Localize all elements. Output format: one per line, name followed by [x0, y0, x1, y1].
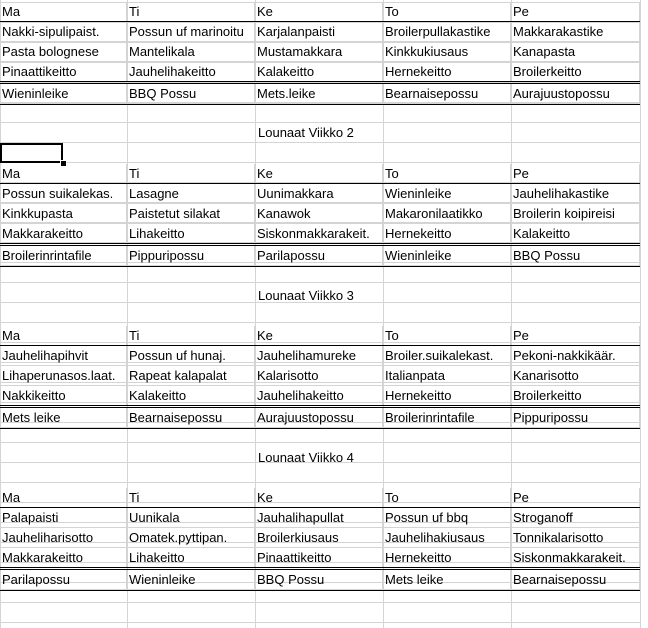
menu-cell[interactable]: Kinkkukiusaus [383, 42, 511, 62]
menu-cell[interactable]: Possun uf marinoitu [127, 22, 255, 42]
day-header-cell[interactable]: Ma [0, 164, 127, 184]
menu-cell[interactable]: Kalarisotto [255, 366, 383, 386]
menu-cell[interactable]: Jauhelihakeitto [127, 62, 255, 82]
menu-cell[interactable]: Jauhelihakeitto [255, 386, 383, 406]
menu-cell[interactable]: Hernekeitto [383, 386, 511, 406]
menu-cell[interactable]: Kanarisotto [511, 366, 640, 386]
menu-cell[interactable]: Jauhelihamureke [255, 346, 383, 366]
bottom-border [0, 428, 640, 429]
special-menu-cell[interactable]: Wieninleike [383, 246, 511, 266]
day-header-cell[interactable]: Ma [0, 2, 127, 22]
menu-cell[interactable]: Possun suikalekas. [0, 184, 127, 204]
special-menu-cell[interactable]: Aurajuustopossu [255, 408, 383, 428]
menu-cell[interactable]: Wieninleike [383, 184, 511, 204]
bottom-border [0, 266, 640, 267]
special-menu-cell[interactable]: Bearnaisepossu [127, 408, 255, 428]
menu-cell[interactable]: Stroganoff [511, 508, 640, 528]
day-header-cell[interactable]: Pe [511, 2, 640, 22]
special-menu-cell[interactable]: Bearnaisepossu [511, 570, 640, 590]
menu-cell[interactable]: Broilerpullakastike [383, 22, 511, 42]
special-menu-cell[interactable]: Mets leike [0, 408, 127, 428]
gridline [0, 482, 640, 483]
menu-cell[interactable]: Pekoni-nakkikäär. [511, 346, 640, 366]
menu-cell[interactable]: Lasagne [127, 184, 255, 204]
menu-cell[interactable]: Mantelikala [127, 42, 255, 62]
menu-cell[interactable]: Siskonmakkarakeit. [255, 224, 383, 244]
menu-cell[interactable]: Uunikala [127, 508, 255, 528]
gridline [640, 0, 641, 628]
day-header-cell[interactable]: Ti [127, 326, 255, 346]
day-header-cell[interactable]: Ke [255, 2, 383, 22]
day-header-cell[interactable]: To [383, 164, 511, 184]
special-menu-cell[interactable]: Wieninleike [0, 84, 127, 104]
gridline [0, 282, 640, 283]
day-header-cell[interactable]: Pe [511, 326, 640, 346]
menu-cell[interactable]: Broilerkeitto [511, 62, 640, 82]
menu-cell[interactable]: Makkarakeitto [0, 224, 127, 244]
menu-cell[interactable]: Italianpata [383, 366, 511, 386]
week-title[interactable]: Lounaat Viikko 4 [258, 450, 354, 465]
day-header-cell[interactable]: Ti [127, 2, 255, 22]
menu-cell[interactable]: Siskonmakkarakeit. [511, 548, 640, 568]
menu-cell[interactable]: Mustamakkara [255, 42, 383, 62]
special-menu-cell[interactable]: Parilapossu [255, 246, 383, 266]
special-menu-cell[interactable]: Wieninleike [127, 570, 255, 590]
fill-handle[interactable] [60, 160, 67, 167]
menu-cell[interactable]: Pinaattikeitto [255, 548, 383, 568]
menu-cell[interactable]: Broiler.suikalekast. [383, 346, 511, 366]
special-menu-cell[interactable]: Mets leike [383, 570, 511, 590]
special-menu-cell[interactable]: Bearnaisepossu [383, 84, 511, 104]
menu-cell[interactable]: Nakkikeitto [0, 386, 127, 406]
selected-cell[interactable] [0, 143, 63, 163]
menu-cell[interactable]: Kalakeitto [255, 62, 383, 82]
menu-cell[interactable]: Broilerin koipireisi [511, 204, 640, 224]
special-menu-cell[interactable]: Pippuripossu [511, 408, 640, 428]
special-menu-cell[interactable]: Aurajuustopossu [511, 84, 640, 104]
menu-cell[interactable]: Jauhelihakastike [511, 184, 640, 204]
week-title[interactable]: Lounaat Viikko 2 [258, 125, 354, 140]
menu-cell[interactable]: Possun uf bbq [383, 508, 511, 528]
menu-cell[interactable]: Jauhalihapullat [255, 508, 383, 528]
menu-cell[interactable]: Possun uf hunaj. [127, 346, 255, 366]
gridline [0, 602, 640, 603]
menu-cell[interactable]: Omatek.pyttipan. [127, 528, 255, 548]
menu-cell[interactable]: Uunimakkara [255, 184, 383, 204]
day-header-cell[interactable]: Pe [511, 488, 640, 508]
menu-cell[interactable]: Hernekeitto [383, 62, 511, 82]
special-menu-cell[interactable]: Broilerinrintafile [383, 408, 511, 428]
day-header-cell[interactable]: Ke [255, 326, 383, 346]
special-menu-cell[interactable]: Broilerinrintafile [0, 246, 127, 266]
gridline [0, 622, 640, 623]
day-header-cell[interactable]: Ma [0, 326, 127, 346]
special-menu-cell[interactable]: Pippuripossu [127, 246, 255, 266]
day-header-cell[interactable]: Pe [511, 164, 640, 184]
menu-cell[interactable]: Jauhelihakiusaus [383, 528, 511, 548]
menu-cell[interactable]: Kanapasta [511, 42, 640, 62]
menu-cell[interactable]: Kalakeitto [127, 386, 255, 406]
menu-cell[interactable]: Jauheliharisotto [0, 528, 127, 548]
bottom-border [0, 590, 640, 591]
menu-cell[interactable]: Hernekeitto [383, 548, 511, 568]
day-header-cell[interactable]: Ke [255, 488, 383, 508]
menu-cell[interactable]: Makkarakeitto [0, 548, 127, 568]
menu-cell[interactable]: Karjalanpaisti [255, 22, 383, 42]
day-header-cell[interactable]: To [383, 488, 511, 508]
day-header-cell[interactable]: Ti [127, 488, 255, 508]
special-menu-cell[interactable]: Mets.leike [255, 84, 383, 104]
week-title[interactable]: Lounaat Viikko 3 [258, 288, 354, 303]
menu-cell[interactable]: Rapeat kalapalat [127, 366, 255, 386]
menu-cell[interactable]: Hernekeitto [383, 224, 511, 244]
day-header-cell[interactable]: Ti [127, 164, 255, 184]
menu-cell[interactable]: Palapaisti [0, 508, 127, 528]
day-header-cell[interactable]: To [383, 326, 511, 346]
menu-cell[interactable]: Lihaperunasos.laat. [0, 366, 127, 386]
menu-cell[interactable]: Broilerkeitto [511, 386, 640, 406]
menu-cell[interactable]: Makaronilaatikko [383, 204, 511, 224]
day-header-cell[interactable]: To [383, 2, 511, 22]
menu-cell[interactable]: Lihakeitto [127, 224, 255, 244]
gridline [0, 162, 640, 163]
menu-cell[interactable]: Tonnikalarisotto [511, 528, 640, 548]
menu-cell[interactable]: Kinkkupasta [0, 204, 127, 224]
menu-cell[interactable]: Kalakeitto [511, 224, 640, 244]
menu-cell[interactable]: Broilerkiusaus [255, 528, 383, 548]
menu-cell[interactable]: Nakki-sipulipaist. [0, 22, 127, 42]
menu-cell[interactable]: Paistetut silakat [127, 204, 255, 224]
menu-cell[interactable]: Makkarakastike [511, 22, 640, 42]
menu-cell[interactable]: Jauhelihapihvit [0, 346, 127, 366]
menu-cell[interactable]: Pasta bolognese [0, 42, 127, 62]
day-header-cell[interactable]: Ke [255, 164, 383, 184]
special-menu-cell[interactable]: BBQ Possu [255, 570, 383, 590]
menu-cell[interactable]: Lihakeitto [127, 548, 255, 568]
gridline [0, 322, 640, 323]
bottom-border [0, 104, 640, 105]
special-menu-cell[interactable]: Parilapossu [0, 570, 127, 590]
gridline [0, 442, 640, 443]
menu-cell[interactable]: Pinaattikeitto [0, 62, 127, 82]
day-header-cell[interactable]: Ma [0, 488, 127, 508]
special-menu-cell[interactable]: BBQ Possu [511, 246, 640, 266]
menu-cell[interactable]: Kanawok [255, 204, 383, 224]
special-menu-cell[interactable]: BBQ Possu [127, 84, 255, 104]
